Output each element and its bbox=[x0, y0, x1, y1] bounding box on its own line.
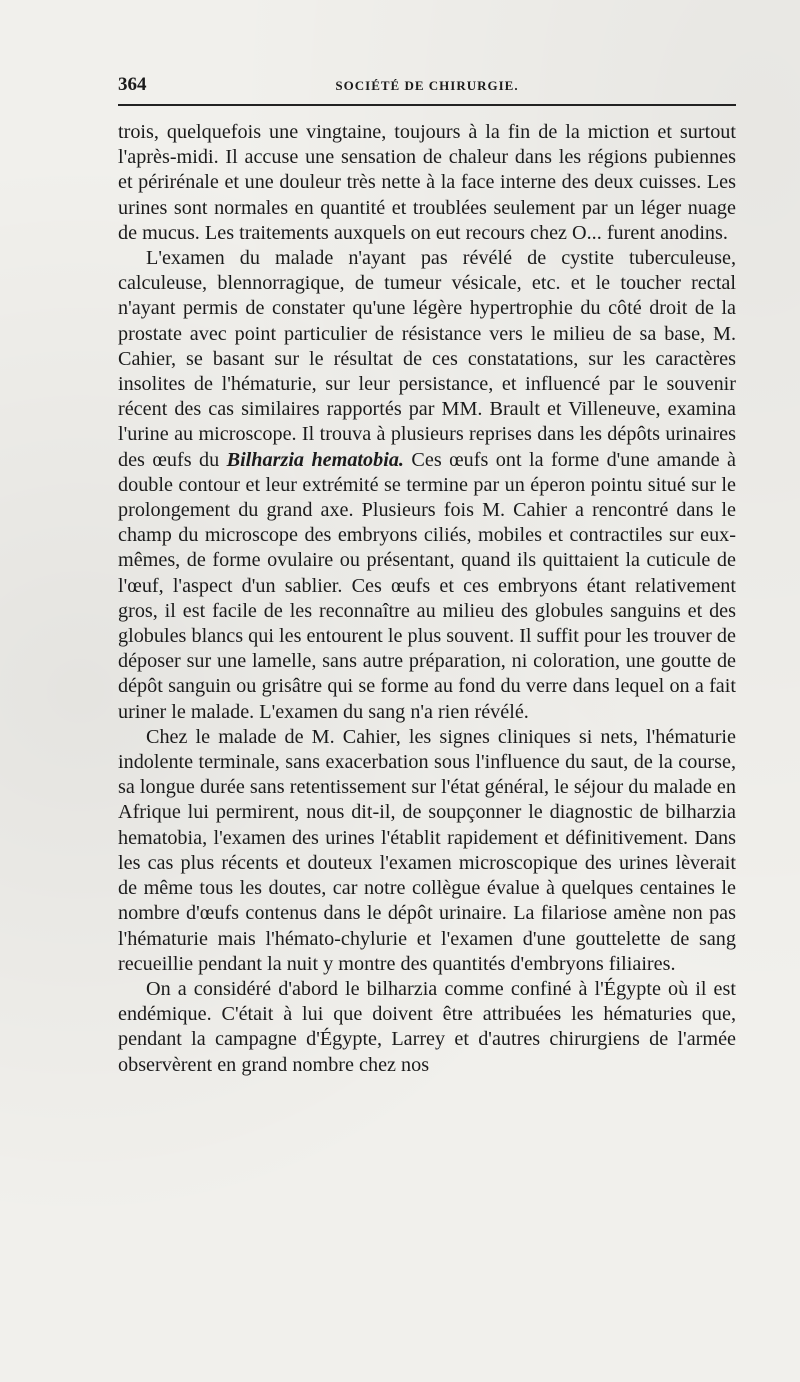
paragraph-2 bbox=[118, 246, 736, 725]
header-rule bbox=[118, 104, 736, 106]
paragraph-4: On a considéré d'abord le bilharzia comme confiné à l'Égypte où il est endémique. C'était à lui que doivent être attribuées les hématuries que, pendant la campagne d'Égypte, Larrey et d'autres chirurgiens de l'armée observèrent en grand nombre chez nos bbox=[118, 977, 736, 1076]
body-text bbox=[118, 120, 736, 1078]
page-header bbox=[118, 74, 736, 100]
paragraph-1: trois, quelquefois une vingtaine, toujours à la fin de la miction et surtout l'après-midi. Il accuse une sensation de chaleur dans les régions pubiennes et périrénale et une douleur très nette à la face interne des deux cuisses. Les urines sont normales en quantité et troublées seulement par un léger nuage de mucus. Les traitements auxquels on eut recours chez O... furent anodins. bbox=[118, 121, 736, 244]
running-title: SOCIÉTÉ DE CHIRURGIE. bbox=[335, 78, 519, 93]
paragraph-3: Chez le malade de M. Cahier, les signes cliniques si nets, l'hématurie indolente terminale, sans exacerbation sous l'influence du saut, de la course, sa longue durée sans retentissement sur l'état général, le séjour du malade en Afrique lui permirent, nous dit-il, de soupçonner le diagnostic de bilharzia hematobia, l'examen des urines l'établit rapidement et définitivement. Dans les cas plus récents et douteux l'examen microscopique des urines lèverait de même tous les doutes, car notre collègue évalue à quelques centaines le nombre d'œufs contenus dans le dépôt urinaire. La filariose amène non pas l'hématurie mais l'hémato-chylurie et l'examen d'une gouttelette de sang recueillie pendant la nuit y montre des quantités d'embryons filiaires. bbox=[118, 725, 736, 975]
paragraph-2-part-b: Ces œufs ont la forme d'une amande à double contour et leur extrémité se termine par un éperon pointu situé sur le prolongement du grand axe. Plusieurs fois M. Cahier a rencontré dans le champ du microscope des embryons ciliés, mobiles et contractiles sur eux-mêmes, de forme ovulaire ou présentant, quand ils quittaient la cuticule de l'œuf, l'aspect d'un sablier. Ces œufs et ces embryons étant relativement gros, il est facile de les reconnaître au milieu des globules sanguins et des globules blancs qui les entourent le plus souvent. Il suffit pour les trouver de déposer sur une lamelle, sans autre préparation, ni coloration, une goutte de dépôt sanguin ou grisâtre qui se forme au fond du verre dans lequel on a fait uriner le malade. L'examen du sang n'a rien révélé. bbox=[118, 448, 737, 723]
species-name: Bilharzia hematobia. bbox=[226, 448, 404, 471]
paragraph-2-part-a: L'examen du malade n'ayant pas révélé de cystite tuberculeuse, calculeuse, blennorragique, de tumeur vésicale, etc. et le toucher rectal n'ayant permis de constater qu'une légère hypertrophie du côté droit de la prostate avec point particulier de résistance vers le milieu de sa base, M. Cahier, se basant sur le résultat de ces constatations, sur les caractères insolites de l'hématurie, sur leur persistance, et influencé par le souvenir récent des cas similaires rapportés par MM. Brault et Villeneuve, examina l'urine au microscope. Il trouva à plusieurs reprises dans les dépôts urinaires des œufs du bbox=[118, 247, 736, 471]
page-number: 364 bbox=[118, 74, 147, 95]
